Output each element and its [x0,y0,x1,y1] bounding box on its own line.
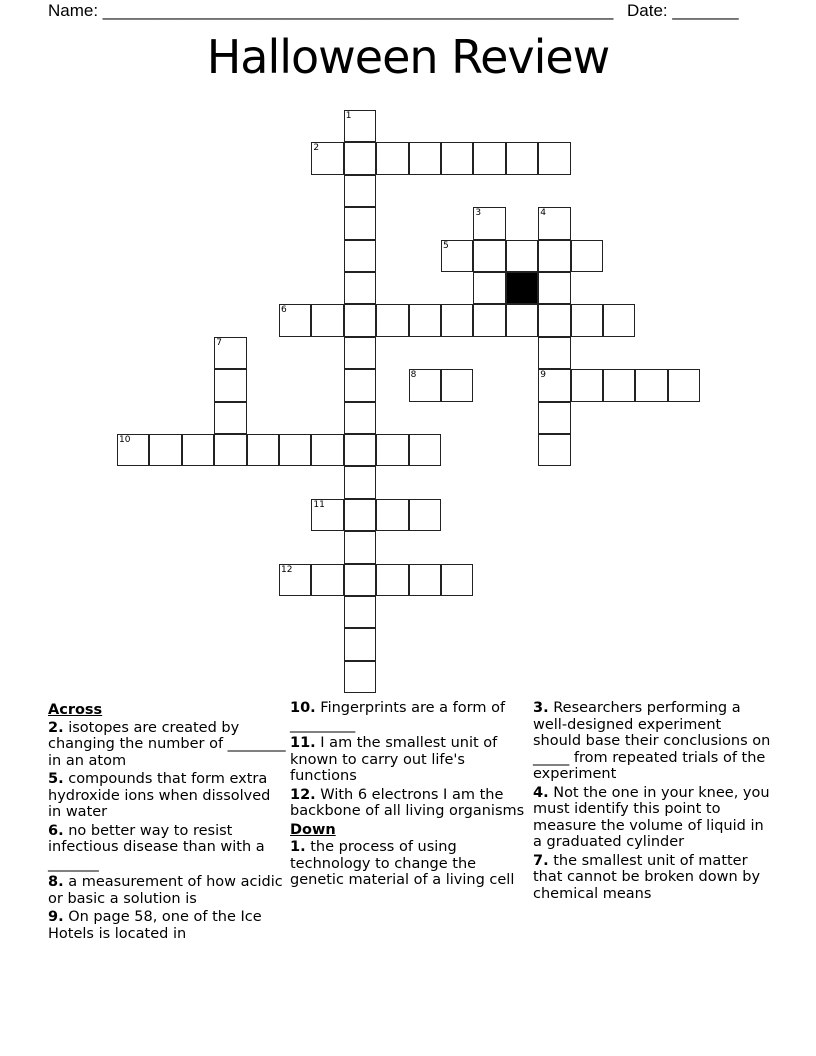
grid-cell[interactable] [668,369,700,401]
clue-number: 9. [48,909,64,925]
clue-text: isotopes are created by changing the number of ________ in an atom [48,719,286,769]
grid-cell[interactable] [344,499,376,531]
grid-cell[interactable] [311,142,343,174]
grid-cell[interactable] [538,337,570,369]
clue-number: 4 [540,208,546,219]
grid-cell[interactable] [603,369,635,401]
grid-cell[interactable] [538,142,570,174]
grid-cell[interactable] [473,304,505,336]
grid-cell[interactable] [473,142,505,174]
grid-cell[interactable] [571,369,603,401]
clue-text: With 6 electrons I am the backbone of all living organisms [290,786,525,819]
grid-cell[interactable] [473,240,505,272]
grid-cell[interactable] [538,240,570,272]
grid-cell[interactable] [344,661,376,693]
clue-down-item [533,700,773,783]
grid-cell[interactable] [603,304,635,336]
grid-cell[interactable] [538,369,570,401]
grid-cell[interactable] [344,337,376,369]
clue-number: 11. [290,735,316,751]
grid-cell[interactable] [506,304,538,336]
grid-cell[interactable] [214,402,246,434]
clues-column-2 [290,700,525,891]
grid-cell[interactable] [344,272,376,304]
down-heading: Down [290,821,336,838]
clues-column-3 [533,700,773,904]
grid-cell[interactable] [376,564,408,596]
clue-number: 10. [290,700,316,716]
grid-cell[interactable] [441,369,473,401]
grid-cell[interactable] [409,434,441,466]
clue-number: 5. [48,771,64,787]
clue-text: Fingerprints are a form of _________ [290,700,506,733]
clue-text: On page 58, one of the Ice Hotels is located in [48,909,262,942]
name-field[interactable]: Name: ______________________________________________________ [48,1,614,20]
clue-number: 8. [48,874,64,890]
grid-cell[interactable] [538,402,570,434]
grid-cell[interactable] [279,434,311,466]
clue-across-item [48,874,288,907]
grid-cell[interactable] [344,207,376,239]
grid-cell[interactable] [344,369,376,401]
grid-cell[interactable] [311,499,343,531]
grid-cell[interactable] [376,434,408,466]
crossword-grid [117,110,717,710]
grid-cell[interactable] [311,304,343,336]
grid-cell[interactable] [279,304,311,336]
grid-cell[interactable] [214,337,246,369]
clue-across-item [290,787,525,820]
grid-cell[interactable] [247,434,279,466]
clue-number: 5 [443,240,449,251]
clue-text: I am the smallest unit of known to carry out life's functions [290,735,498,784]
clue-number: 1 [345,111,352,121]
clue-number: 2. [48,719,64,736]
grid-cell[interactable] [441,564,473,596]
grid-cell[interactable] [409,564,441,596]
clue-across-item [48,909,288,942]
grid-cell[interactable] [538,272,570,304]
clue-text: Not the one in your knee, you must identify this point to measure the volume of liquid in a graduated cylinder [533,784,770,850]
grid-cell[interactable] [311,434,343,466]
clue-number: 12 [281,564,293,575]
clues-column-1 [48,700,288,944]
grid-cell[interactable] [409,142,441,174]
clue-text: compounds that form extra hydroxide ions when dissolved in water [48,771,271,820]
grid-cell[interactable] [344,142,376,174]
page-title: Halloween Review [206,30,610,84]
grid-cell[interactable] [409,304,441,336]
grid-cell[interactable] [344,240,376,272]
clue-text: a measurement of how acidic or basic a solution is [48,874,283,907]
clue-down-item [290,839,525,889]
clue-across-item [48,823,288,873]
clue-text: the process of using technology to change the genetic material of a living cell [290,839,515,888]
across-heading: Across [48,702,103,718]
grid-cell[interactable] [441,304,473,336]
grid-cell[interactable] [506,142,538,174]
grid-cell[interactable] [311,564,343,596]
grid-cell[interactable] [409,369,441,401]
clue-text: no better way to resist infectious disease than with a _______ [48,822,265,872]
clue-number: 11 [313,499,325,510]
grid-cell[interactable] [538,304,570,336]
grid-cell[interactable] [409,499,441,531]
clue-number: 6 [281,305,287,316]
grid-cell[interactable] [214,369,246,401]
clue-number: 3 [475,208,482,219]
grid-cell[interactable] [538,434,570,466]
grid-cell[interactable] [571,304,603,336]
clue-number: 4. [533,784,549,801]
grid-cell[interactable] [506,240,538,272]
clue-number: 9 [540,370,546,381]
grid-cell[interactable] [149,434,181,466]
clue-text: Researchers performing a well-designed experiment should base their conclusions on _____ from repeated trials of the experiment [533,700,771,782]
clue-number: 3. [533,700,549,716]
grid-cell[interactable] [376,499,408,531]
grid-cell[interactable] [344,434,376,466]
grid-cell[interactable] [344,110,376,142]
grid-cell[interactable] [441,240,473,272]
clue-number: 6. [48,822,64,839]
clue-number: 1. [290,839,306,855]
grid-cell[interactable] [635,369,667,401]
grid-cell[interactable] [538,207,570,239]
grid-cell[interactable] [344,564,376,596]
grid-cell[interactable] [344,596,376,628]
clue-down-item [533,853,773,903]
clue-text: the smallest unit of matter that cannot be broken down by chemical means [533,852,761,902]
clue-number: 8 [410,370,417,381]
grid-cell[interactable] [279,564,311,596]
grid-cell[interactable] [473,207,505,239]
grid-cell[interactable] [117,434,149,466]
clue-number: 12. [290,786,316,803]
grid-cell[interactable] [344,304,376,336]
grid-cell[interactable] [376,142,408,174]
grid-cell[interactable] [344,175,376,207]
grid-cell[interactable] [344,531,376,563]
grid-cell[interactable] [214,434,246,466]
clue-across-item [48,771,288,821]
grid-cell[interactable] [182,434,214,466]
date-field[interactable]: Date: _______ [627,1,739,20]
grid-cell[interactable] [473,272,505,304]
clue-across-item [290,735,525,785]
grid-cell[interactable] [344,466,376,498]
grid-cell[interactable] [376,304,408,336]
grid-cell[interactable] [571,240,603,272]
grid-cell[interactable] [344,402,376,434]
clue-number: 7 [216,337,222,348]
clue-across-item [290,700,525,733]
clue-number: 10 [119,435,131,445]
grid-cell[interactable] [344,628,376,660]
clue-number: 7. [533,852,549,869]
clue-number: 2 [313,143,320,154]
clue-across-item [48,720,288,770]
grid-cell[interactable] [441,142,473,174]
clue-down-item [533,785,773,851]
black-cell [506,272,538,304]
